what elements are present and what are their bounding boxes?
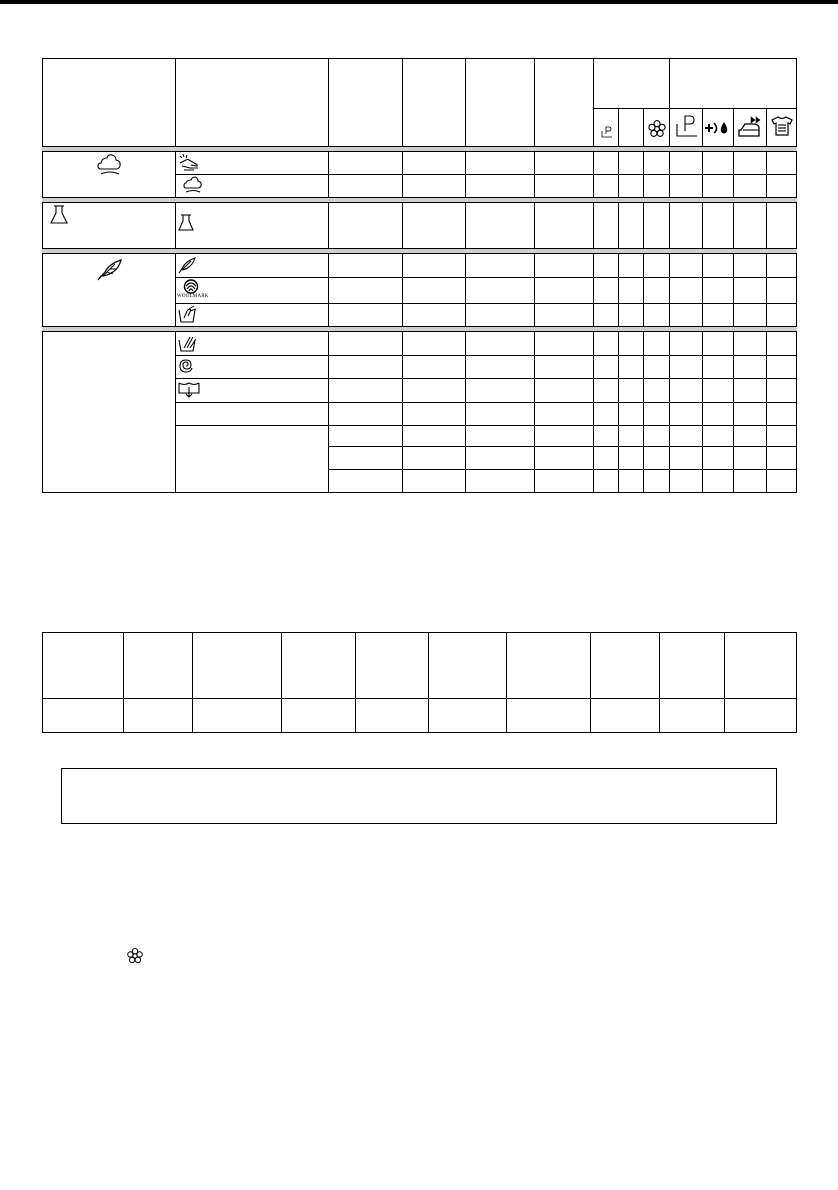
- spin-icon: [178, 358, 194, 374]
- rinse-icon: [178, 334, 198, 352]
- drain-icon: [178, 381, 200, 398]
- shirt-icon: [771, 116, 793, 136]
- softener-flower-icon: [647, 119, 667, 139]
- handwash-icon: [178, 305, 198, 323]
- woolmark-label: WOOLMARK: [177, 294, 209, 299]
- woolmark-icon: [177, 279, 211, 301]
- iron-fast-icon: [737, 116, 763, 138]
- program-table: [0, 0, 838, 500]
- prewash-p-icon: [675, 114, 699, 138]
- softener-flower-icon: [126, 947, 144, 965]
- note-box: [61, 768, 777, 824]
- feather-icon: [178, 257, 196, 274]
- extra-water-icon: [704, 121, 731, 135]
- flask-icon: [178, 214, 194, 232]
- feather-icon: [95, 258, 125, 282]
- flask-icon: [50, 205, 68, 225]
- consumption-table: [0, 620, 838, 740]
- prewash-icon: [600, 125, 614, 139]
- cotton-tub-icon: [183, 176, 203, 194]
- cotton-tub-icon: [97, 153, 123, 177]
- prewash-hand-icon: [178, 153, 200, 171]
